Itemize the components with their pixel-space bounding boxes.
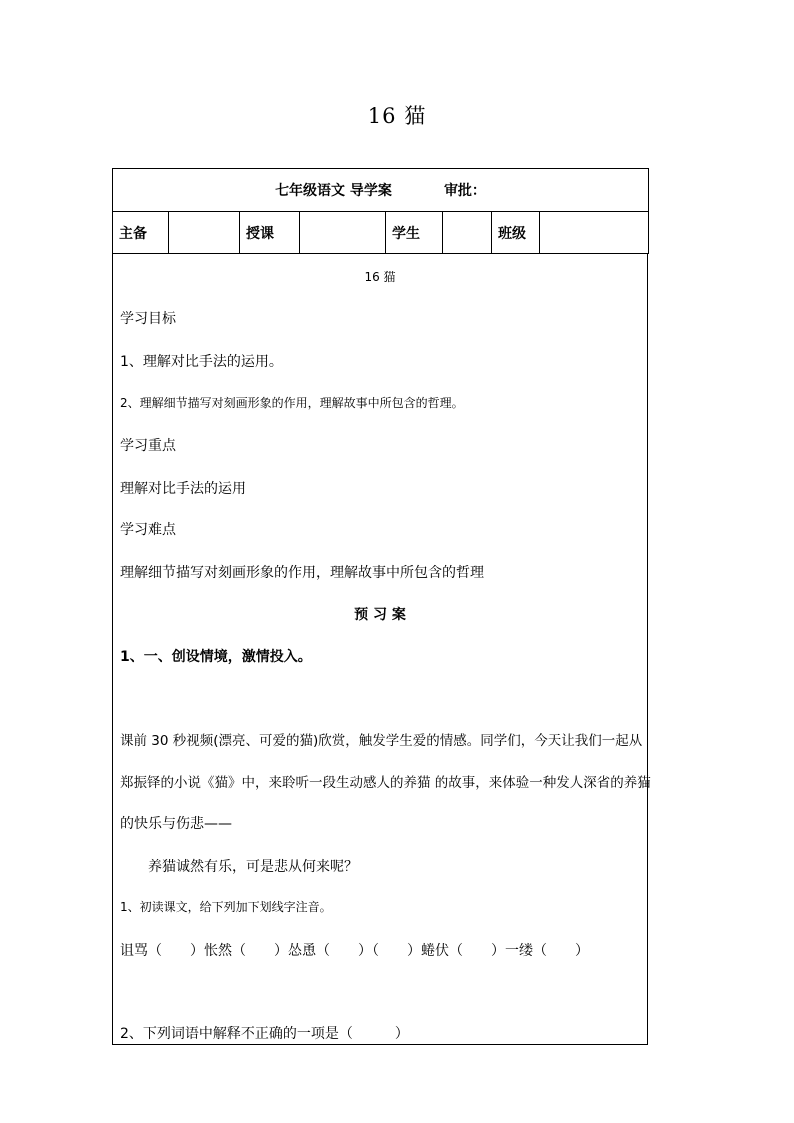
- difficulty-heading: 学习难点: [120, 522, 176, 538]
- content-cell: [112, 253, 651, 1045]
- goal-2: 2、理解细节描写对刻画形象的作用，理解故事中所包含的哲理。: [120, 396, 464, 410]
- lesson-title: 16 猫: [364, 270, 396, 284]
- intro-line-2: 郑振铎的小说《猫》中，来聆听一段生动感人的养猫 的故事，来体验一种发人深省的养猫: [120, 775, 651, 791]
- student-value[interactable]: [443, 212, 492, 254]
- teach-value[interactable]: [300, 212, 386, 254]
- task-2: 2、下列词语中解释不正确的一项是（ ）: [120, 1026, 409, 1042]
- teach-label: 授课: [240, 212, 300, 254]
- course-title: 七年级语文 导学案: [275, 183, 392, 199]
- task-1: 1、初读课文，给下列加下划线字注音。: [120, 900, 332, 914]
- prep-label: 主备: [113, 212, 169, 254]
- difficulty-text: 理解细节描写对刻画形象的作用，理解故事中所包含的哲理: [120, 565, 484, 581]
- pinyin-exercise: 诅骂（ ）怅然（ ）怂恿（ ）（ ）蜷伏（ ）一缕（ ）: [120, 943, 589, 959]
- goals-heading: 学习目标: [120, 311, 176, 327]
- document-title: 16 猫: [367, 104, 427, 128]
- preview-heading: 预 习 案: [354, 607, 406, 623]
- goal-1: 1、理解对比手法的运用。: [120, 354, 283, 370]
- section-1-heading: 1、一、创设情境，激情投入。: [120, 649, 312, 665]
- student-label: 学生: [386, 212, 443, 254]
- class-value[interactable]: [540, 212, 649, 254]
- study-guide-table: [112, 168, 651, 1046]
- intro-line-1: 课前 30 秒视频(漂亮、可爱的猫)欣赏，触发学生爱的情感。同学们，今天让我们一起从: [120, 733, 643, 749]
- guiding-question: 养猫诚然有乐，可是悲从何来呢？: [148, 859, 358, 875]
- key-points-heading: 学习重点: [120, 438, 176, 454]
- class-label: 班级: [492, 212, 540, 254]
- header-cell: [113, 169, 649, 212]
- prep-value[interactable]: [169, 212, 240, 254]
- approval-label: 审批：: [443, 183, 486, 199]
- key-points-text: 理解对比手法的运用: [120, 481, 246, 497]
- header-table: [112, 168, 649, 254]
- intro-line-3: 的快乐与伤悲——: [120, 816, 232, 832]
